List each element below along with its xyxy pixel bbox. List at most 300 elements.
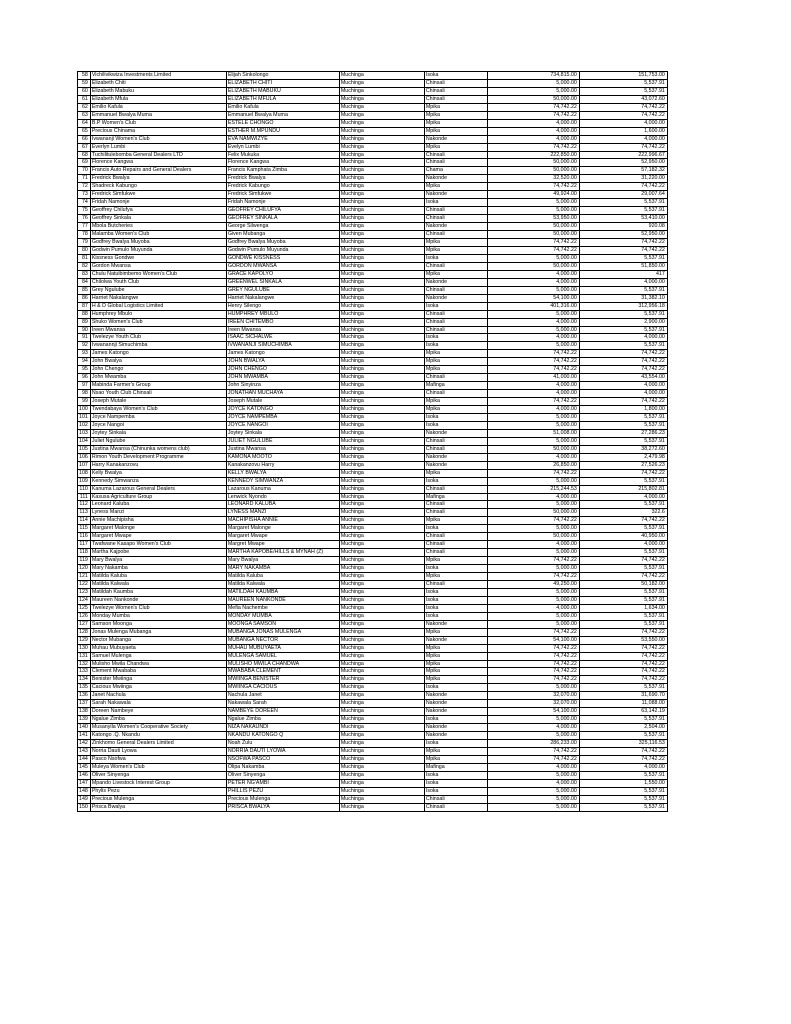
amount-disbursed-cell: 5,000.00 (487, 732, 579, 740)
amount-outstanding-cell: 4,000.00 (579, 382, 667, 390)
row-number-cell: 129 (78, 636, 91, 644)
contact-person-cell: ELIZABETH MABUKU (226, 87, 339, 95)
table-row (78, 302, 668, 310)
row-number-cell: 61 (78, 95, 91, 103)
row-number-cell: 78 (78, 231, 91, 239)
applicant-name-cell: Clement Mwababa (90, 668, 226, 676)
contact-person-cell: ELIZABETH CHITI (226, 79, 339, 87)
amount-disbursed-cell: 4,000.00 (487, 406, 579, 414)
district-cell: Chinsali (424, 95, 487, 103)
applicant-name-cell: Prisca Bwalya (90, 803, 226, 811)
row-number-cell: 100 (78, 406, 91, 414)
table-row (78, 350, 668, 358)
table-row (78, 119, 668, 127)
applicant-name-cell: Ivwananji Women's Club (90, 135, 226, 143)
row-number-cell: 79 (78, 239, 91, 247)
province-cell: Muchinga (339, 326, 424, 334)
province-cell: Muchinga (339, 103, 424, 111)
table-row (78, 342, 668, 350)
amount-outstanding-cell: 5,537.91 (579, 326, 667, 334)
province-cell: Muchinga (339, 215, 424, 223)
contact-person-cell: Florence Kangwa (226, 159, 339, 167)
contact-person-cell: GEOFREY SINKALA (226, 215, 339, 223)
province-cell: Muchinga (339, 183, 424, 191)
amount-outstanding-cell: 5,537.91 (579, 254, 667, 262)
row-number-cell: 124 (78, 596, 91, 604)
amount-disbursed-cell: 74,742.22 (487, 748, 579, 756)
province-cell: Muchinga (339, 127, 424, 135)
amount-outstanding-cell: 74,742.22 (579, 557, 667, 565)
district-cell: Chinsali (424, 803, 487, 811)
row-number-cell: 109 (78, 477, 91, 485)
row-number-cell: 67 (78, 143, 91, 151)
province-cell: Muchinga (339, 771, 424, 779)
province-cell: Muchinga (339, 541, 424, 549)
amount-disbursed-cell: 5,000.00 (487, 437, 579, 445)
district-cell: Nakonde (424, 636, 487, 644)
table-row (78, 159, 668, 167)
district-cell: Nakonde (424, 135, 487, 143)
district-cell: Isoka (424, 334, 487, 342)
amount-outstanding-cell: 27,286.23 (579, 429, 667, 437)
district-cell: Mafinga (424, 493, 487, 501)
amount-disbursed-cell: 4,000.00 (487, 278, 579, 286)
amount-outstanding-cell: 4,000.00 (579, 541, 667, 549)
applicant-name-cell: Emilio Kafula (90, 103, 226, 111)
applicant-name-cell: Mary Nakamba (90, 565, 226, 573)
district-cell: Mpika (424, 517, 487, 525)
row-number-cell: 127 (78, 620, 91, 628)
contact-person-cell: MULISHO MWILA CHANDWA (226, 660, 339, 668)
amount-disbursed-cell: 74,742.22 (487, 628, 579, 636)
table-row (78, 795, 668, 803)
amount-outstanding-cell: 215,802.81 (579, 485, 667, 493)
amount-disbursed-cell: 74,742.22 (487, 398, 579, 406)
table-row (78, 596, 668, 604)
amount-outstanding-cell: 5,537.91 (579, 684, 667, 692)
amount-disbursed-cell: 4,000.00 (487, 541, 579, 549)
amount-outstanding-cell: 5,537.91 (579, 565, 667, 573)
contact-person-cell: MULENGA SAMUEL (226, 652, 339, 660)
applicant-name-cell: Grey Ngulube (90, 286, 226, 294)
district-cell: Chinsali (424, 215, 487, 223)
row-number-cell: 123 (78, 588, 91, 596)
contact-person-cell: Olipa Nakamba (226, 763, 339, 771)
table-row (78, 406, 668, 414)
beneficiary-table (77, 71, 668, 812)
table-row (78, 485, 668, 493)
district-cell: Chinsali (424, 318, 487, 326)
amount-outstanding-cell: 4,000.00 (579, 334, 667, 342)
row-number-cell: 83 (78, 270, 91, 278)
row-number-cell: 92 (78, 342, 91, 350)
amount-disbursed-cell: 4,000.00 (487, 318, 579, 326)
province-cell: Muchinga (339, 79, 424, 87)
row-number-cell: 145 (78, 763, 91, 771)
applicant-name-cell: Leonard Kaluba (90, 501, 226, 509)
amount-outstanding-cell: 52,950.00 (579, 231, 667, 239)
amount-outstanding-cell: 74,742.22 (579, 366, 667, 374)
applicant-name-cell: Tuchilitulebomba General Dealers LTD (90, 151, 226, 159)
table-row (78, 175, 668, 183)
contact-person-cell: IVWANANJI SIMUCHIMBA (226, 342, 339, 350)
row-number-cell: 114 (78, 517, 91, 525)
district-cell: Nakonde (424, 175, 487, 183)
province-cell: Muchinga (339, 573, 424, 581)
applicant-name-cell: Mulisho Mwila Chandwa (90, 660, 226, 668)
contact-person-cell: Mefia Nachembe (226, 604, 339, 612)
contact-person-cell: Henry Silengo (226, 302, 339, 310)
province-cell: Muchinga (339, 445, 424, 453)
province-cell: Muchinga (339, 239, 424, 247)
row-number-cell: 96 (78, 374, 91, 382)
table-body (78, 72, 668, 812)
applicant-name-cell: Jonas Mulenga Mubanga (90, 628, 226, 636)
amount-outstanding-cell: 5,537.91 (579, 612, 667, 620)
applicant-name-cell: Kennedy Simwanza (90, 477, 226, 485)
district-cell: Isoka (424, 787, 487, 795)
row-number-cell: 112 (78, 501, 91, 509)
row-number-cell: 89 (78, 318, 91, 326)
amount-disbursed-cell: 26,850.00 (487, 461, 579, 469)
amount-disbursed-cell: 5,000.00 (487, 79, 579, 87)
table-row (78, 95, 668, 103)
province-cell: Muchinga (339, 421, 424, 429)
province-cell: Muchinga (339, 676, 424, 684)
contact-person-cell: JOHN MWAMBA (226, 374, 339, 382)
amount-disbursed-cell: 51,008.00 (487, 429, 579, 437)
amount-disbursed-cell: 4,000.00 (487, 119, 579, 127)
contact-person-cell: ISAAC SICHALWE (226, 334, 339, 342)
amount-outstanding-cell: 74,742.22 (579, 358, 667, 366)
contact-person-cell: ESTHER M.MPUNDU (226, 127, 339, 135)
province-cell: Muchinga (339, 501, 424, 509)
table-row (78, 668, 668, 676)
table-row (78, 143, 668, 151)
contact-person-cell: Oliver Sinyenga (226, 771, 339, 779)
amount-outstanding-cell: 1,600.00 (579, 127, 667, 135)
district-cell: Isoka (424, 565, 487, 573)
province-cell: Muchinga (339, 374, 424, 382)
contact-person-cell: JOHN CHENGO (226, 366, 339, 374)
contact-person-cell: LYNESS MANZI (226, 509, 339, 517)
applicant-name-cell: Chilolwa Youth Club (90, 278, 226, 286)
row-number-cell: 149 (78, 795, 91, 803)
district-cell: Mpika (424, 119, 487, 127)
row-number-cell: 137 (78, 700, 91, 708)
row-number-cell: 135 (78, 684, 91, 692)
contact-person-cell: Joseph Mutale (226, 398, 339, 406)
amount-outstanding-cell: 74,742.22 (579, 350, 667, 358)
row-number-cell: 85 (78, 286, 91, 294)
amount-outstanding-cell: 5,537.91 (579, 199, 667, 207)
amount-disbursed-cell: 74,742.22 (487, 676, 579, 684)
table-row (78, 103, 668, 111)
amount-outstanding-cell: 920.08 (579, 223, 667, 231)
applicant-name-cell: Phylis Pezu (90, 787, 226, 795)
row-number-cell: 70 (78, 167, 91, 175)
province-cell: Muchinga (339, 175, 424, 183)
district-cell: Chinsali (424, 231, 487, 239)
contact-person-cell: MATILDAH KAUMBA (226, 588, 339, 596)
province-cell: Muchinga (339, 803, 424, 811)
district-cell: Nakonde (424, 429, 487, 437)
table-row (78, 628, 668, 636)
district-cell: Nakonde (424, 732, 487, 740)
province-cell: Muchinga (339, 254, 424, 262)
row-number-cell: 122 (78, 581, 91, 589)
district-cell: Mpika (424, 628, 487, 636)
row-number-cell: 118 (78, 549, 91, 557)
table-row (78, 573, 668, 581)
row-number-cell: 130 (78, 644, 91, 652)
amount-outstanding-cell: 57,182.32 (579, 167, 667, 175)
contact-person-cell: NAMBEYE DOREEN (226, 708, 339, 716)
row-number-cell: 98 (78, 390, 91, 398)
amount-outstanding-cell: 4,000.00 (579, 763, 667, 771)
province-cell: Muchinga (339, 509, 424, 517)
applicant-name-cell: Humphrey Mbulo (90, 310, 226, 318)
applicant-name-cell: Elizabeth Chiti (90, 79, 226, 87)
contact-person-cell: JOYCE KATONGO (226, 406, 339, 414)
row-number-cell: 148 (78, 787, 91, 795)
table-row (78, 493, 668, 501)
province-cell: Muchinga (339, 787, 424, 795)
province-cell: Muchinga (339, 477, 424, 485)
district-cell: Isoka (424, 421, 487, 429)
province-cell: Muchinga (339, 262, 424, 270)
table-row (78, 127, 668, 135)
amount-disbursed-cell: 215,244.53 (487, 485, 579, 493)
province-cell: Muchinga (339, 398, 424, 406)
row-number-cell: 139 (78, 716, 91, 724)
contact-person-cell: Ngalue Zimba (226, 716, 339, 724)
applicant-name-cell: Joytey Sinkala (90, 429, 226, 437)
amount-disbursed-cell: 5,000.00 (487, 421, 579, 429)
amount-outstanding-cell: 53,550.00 (579, 636, 667, 644)
district-cell: Mpika (424, 748, 487, 756)
contact-person-cell: JULIET NGULUBE (226, 437, 339, 445)
district-cell: Mpika (424, 103, 487, 111)
contact-person-cell: GREENWEL SINKALA (226, 278, 339, 286)
amount-outstanding-cell: 51,850.00 (579, 262, 667, 270)
contact-person-cell: GREY NGULUBE (226, 286, 339, 294)
amount-outstanding-cell: 5,537.91 (579, 716, 667, 724)
amount-outstanding-cell: 27,526.23 (579, 461, 667, 469)
applicant-name-cell: B.P Women's Club (90, 119, 226, 127)
district-cell: Nakonde (424, 191, 487, 199)
province-cell: Muchinga (339, 724, 424, 732)
contact-person-cell: Fredrick Bwalya (226, 175, 339, 183)
district-cell: Chinsali (424, 262, 487, 270)
row-number-cell: 86 (78, 294, 91, 302)
amount-disbursed-cell: 74,742.22 (487, 358, 579, 366)
applicant-name-cell: Kelly Bwalya (90, 469, 226, 477)
applicant-name-cell: Kissness Gondwe (90, 254, 226, 262)
applicant-name-cell: Godwin Pumulo Muyunda (90, 246, 226, 254)
province-cell: Muchinga (339, 557, 424, 565)
contact-person-cell: Matilda Kalwala (226, 581, 339, 589)
contact-person-cell: NSOFWA PASCO (226, 755, 339, 763)
table-row (78, 382, 668, 390)
province-cell: Muchinga (339, 779, 424, 787)
row-number-cell: 116 (78, 533, 91, 541)
applicant-name-cell: Francis Auto Repairs and General Dealers (90, 167, 226, 175)
amount-disbursed-cell: 286,233.00 (487, 740, 579, 748)
amount-disbursed-cell: 74,742.22 (487, 143, 579, 151)
row-number-cell: 69 (78, 159, 91, 167)
province-cell: Muchinga (339, 596, 424, 604)
applicant-name-cell: Samson Moonga (90, 620, 226, 628)
table-row (78, 541, 668, 549)
amount-disbursed-cell: 4,000.00 (487, 334, 579, 342)
province-cell: Muchinga (339, 135, 424, 143)
amount-outstanding-cell: 74,742.22 (579, 668, 667, 676)
district-cell: Mpika (424, 350, 487, 358)
amount-disbursed-cell: 32,520.00 (487, 175, 579, 183)
row-number-cell: 95 (78, 366, 91, 374)
district-cell: Mafinga (424, 382, 487, 390)
amount-outstanding-cell: 5,537.91 (579, 620, 667, 628)
row-number-cell: 138 (78, 708, 91, 716)
district-cell: Mpika (424, 143, 487, 151)
amount-disbursed-cell: 49,924.00 (487, 191, 579, 199)
district-cell: Mpika (424, 676, 487, 684)
district-cell: Mpika (424, 406, 487, 414)
province-cell: Muchinga (339, 342, 424, 350)
amount-disbursed-cell: 4,000.00 (487, 779, 579, 787)
contact-person-cell: Given Mubanga (226, 231, 339, 239)
amount-outstanding-cell: 1,800.00 (579, 406, 667, 414)
table-row (78, 207, 668, 215)
contact-person-cell: James Katongo (226, 350, 339, 358)
contact-person-cell: Nakawala Sarah (226, 700, 339, 708)
row-number-cell: 101 (78, 413, 91, 421)
applicant-name-cell: Elizabeth Mabuku (90, 87, 226, 95)
district-cell: Mpika (424, 358, 487, 366)
amount-disbursed-cell: 74,742.22 (487, 573, 579, 581)
amount-outstanding-cell: 74,742.22 (579, 644, 667, 652)
contact-person-cell: Joytey Sinkala (226, 429, 339, 437)
amount-disbursed-cell: 5,000.00 (487, 199, 579, 207)
amount-outstanding-cell: 5,537.91 (579, 795, 667, 803)
amount-disbursed-cell: 4,000.00 (487, 382, 579, 390)
applicant-name-cell: Florence Kangwa (90, 159, 226, 167)
district-cell: Chinsali (424, 509, 487, 517)
amount-disbursed-cell: 54,100.00 (487, 636, 579, 644)
applicant-name-cell: Kasusa Agriculture Group (90, 493, 226, 501)
row-number-cell: 117 (78, 541, 91, 549)
applicant-name-cell: Janet Nachula (90, 692, 226, 700)
contact-person-cell: JOHN BWALYA (226, 358, 339, 366)
applicant-name-cell: Norria Dauti Lyowa (90, 748, 226, 756)
table-row (78, 612, 668, 620)
row-number-cell: 93 (78, 350, 91, 358)
applicant-name-cell: Kanuma Lazarous General Dealers (90, 485, 226, 493)
amount-disbursed-cell: 5,000.00 (487, 596, 579, 604)
table-row (78, 549, 668, 557)
amount-outstanding-cell: 74,742.22 (579, 652, 667, 660)
amount-outstanding-cell: 5,537.91 (579, 525, 667, 533)
contact-person-cell: Lazarous Kanuma (226, 485, 339, 493)
amount-outstanding-cell: 5,537.91 (579, 732, 667, 740)
table-row (78, 358, 668, 366)
applicant-name-cell: Joyce Nampemba (90, 413, 226, 421)
amount-outstanding-cell: 74,742.22 (579, 103, 667, 111)
applicant-name-cell: Joseph Mutale (90, 398, 226, 406)
row-number-cell: 104 (78, 437, 91, 445)
amount-disbursed-cell: 5,000.00 (487, 310, 579, 318)
district-cell: Nakonde (424, 692, 487, 700)
province-cell: Muchinga (339, 87, 424, 95)
table-row (78, 716, 668, 724)
amount-disbursed-cell: 4,000.00 (487, 763, 579, 771)
amount-outstanding-cell: 325,116.53 (579, 740, 667, 748)
applicant-name-cell: Shuko Women's Club (90, 318, 226, 326)
row-number-cell: 84 (78, 278, 91, 286)
row-number-cell: 132 (78, 660, 91, 668)
district-cell: Nakonde (424, 620, 487, 628)
contact-person-cell: NORRIA DAUTI LYOWA (226, 748, 339, 756)
contact-person-cell: PRISCA BWALYA (226, 803, 339, 811)
district-cell: Mpika (424, 668, 487, 676)
contact-person-cell: Emilio Kafula (226, 103, 339, 111)
applicant-name-cell: Mabinda Farmer's Group (90, 382, 226, 390)
applicant-name-cell: Cacious Mwiinga (90, 684, 226, 692)
province-cell: Muchinga (339, 302, 424, 310)
province-cell: Muchinga (339, 72, 424, 80)
contact-person-cell: MUHAU MUBUYAETA (226, 644, 339, 652)
applicant-name-cell: Joyce Nangoi (90, 421, 226, 429)
table-row (78, 604, 668, 612)
province-cell: Muchinga (339, 485, 424, 493)
row-number-cell: 88 (78, 310, 91, 318)
amount-outstanding-cell: 31,382.10 (579, 294, 667, 302)
amount-outstanding-cell: 5,537.91 (579, 310, 667, 318)
row-number-cell: 115 (78, 525, 91, 533)
amount-disbursed-cell: 54,100.00 (487, 294, 579, 302)
province-cell: Muchinga (339, 318, 424, 326)
row-number-cell: 58 (78, 72, 91, 80)
applicant-name-cell: Muleya Women's Club (90, 763, 226, 771)
district-cell: Chinsali (424, 374, 487, 382)
amount-disbursed-cell: 74,742.22 (487, 644, 579, 652)
row-number-cell: 121 (78, 573, 91, 581)
amount-outstanding-cell: 43,554.00 (579, 374, 667, 382)
amount-outstanding-cell: 40,950.00 (579, 533, 667, 541)
table-row (78, 517, 668, 525)
row-number-cell: 134 (78, 676, 91, 684)
applicant-name-cell: Margaret Malonge (90, 525, 226, 533)
district-cell: Mpika (424, 644, 487, 652)
contact-person-cell: Harriet Nakalangwe (226, 294, 339, 302)
applicant-name-cell: Matilda Kaluba (90, 573, 226, 581)
amount-disbursed-cell: 74,742.22 (487, 755, 579, 763)
amount-disbursed-cell: 4,000.00 (487, 127, 579, 135)
province-cell: Muchinga (339, 406, 424, 414)
province-cell: Muchinga (339, 167, 424, 175)
province-cell: Muchinga (339, 493, 424, 501)
amount-outstanding-cell: 5,537.91 (579, 549, 667, 557)
district-cell: Isoka (424, 342, 487, 350)
amount-disbursed-cell: 74,742.22 (487, 469, 579, 477)
table-row (78, 183, 668, 191)
contact-person-cell: GONDWE KISSNESS (226, 254, 339, 262)
amount-disbursed-cell: 5,000.00 (487, 771, 579, 779)
applicant-name-cell: Fredrick Simfukwe (90, 191, 226, 199)
contact-person-cell: GEOFREY CHILUFYA (226, 207, 339, 215)
contact-person-cell: HUMPHREY MBULO (226, 310, 339, 318)
